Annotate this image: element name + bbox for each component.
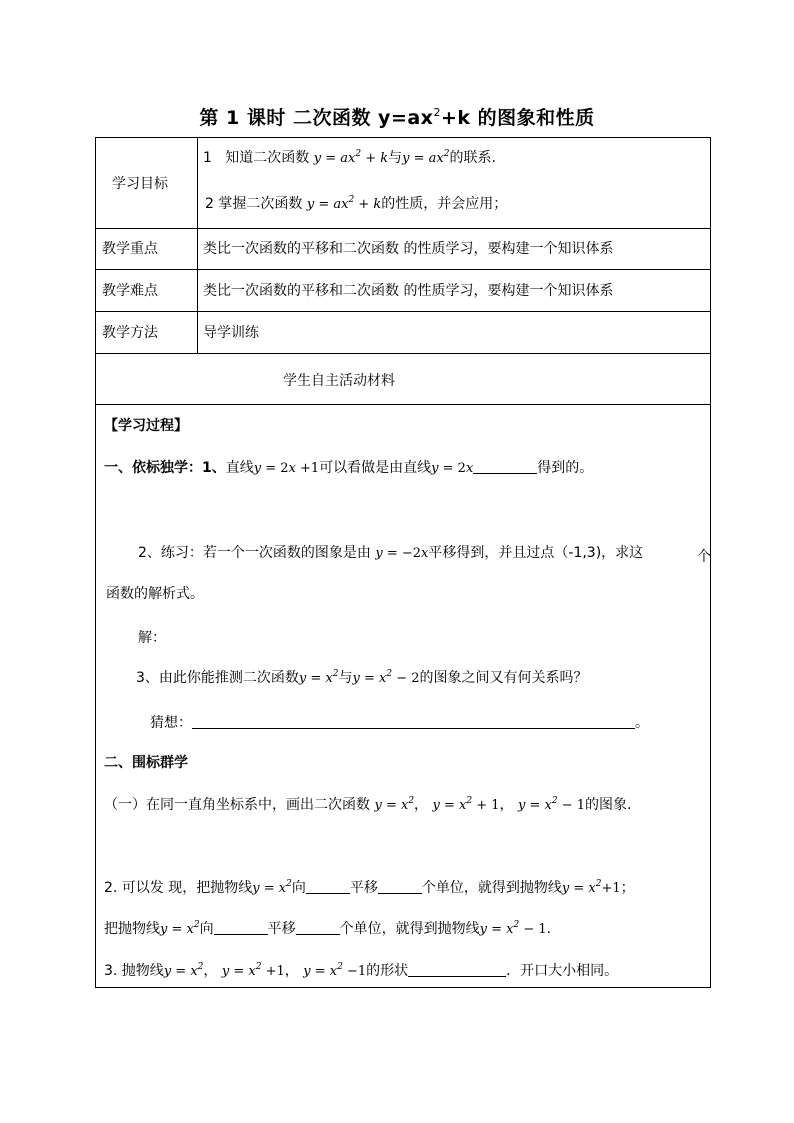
guess-line: 猜想： 。 <box>150 715 649 731</box>
page-title: 第 1 课时 二次函数 $y=ax^2+k$ 的图象和性质 <box>199 106 595 129</box>
key-points-label: 教学重点 <box>102 241 158 257</box>
goals-label: 学习目标 <box>112 176 168 192</box>
section-header: 学生自主活动材料 <box>283 373 395 389</box>
row-divider <box>96 228 710 229</box>
shape-blank[interactable] <box>408 962 506 977</box>
row-divider <box>96 311 710 312</box>
difficulties-label: 教学难点 <box>102 283 158 299</box>
question-1: 一、依标独学：1、直线y = 2x +1可以看做是由直线y = 2x 得到的。 <box>104 460 594 476</box>
goal-item-2: 2 掌握二次函数 $y = ax^2 + k$的性质，并会应用； <box>205 195 508 212</box>
question-3: 3、由此你能推测二次函数$y = x^2$与$y = x^2 - 2$的图象之间又有何关系吗？ <box>136 669 588 686</box>
difficulties-content: 类比一次函数的平移和二次函数 的性质学习，要构建一个知识体系 <box>203 283 614 299</box>
lesson-table <box>95 137 711 988</box>
method-content: 导学训练 <box>203 325 259 341</box>
guess-blank[interactable] <box>192 714 635 729</box>
row-divider <box>96 269 710 270</box>
row-divider <box>96 404 710 405</box>
question-2b-line2: 把抛物线$y = x^2$向 平移 个单位，就得到抛物线$y = x^2 - 1$. <box>104 920 552 937</box>
goal-item-1: 1 知道二次函数 $y = ax^2 + k$与$y = ax^2$的联系. <box>203 149 496 166</box>
process-heading: 【学习过程】 <box>104 418 188 434</box>
part2-heading: 二、围标群学 <box>104 755 188 771</box>
units-blank[interactable] <box>296 920 340 935</box>
direction-blank[interactable] <box>214 920 268 935</box>
units-blank[interactable] <box>378 879 422 894</box>
column-divider <box>197 138 198 353</box>
method-label: 教学方法 <box>102 325 158 341</box>
question-2: 2、练习：若一个一次函数的图象是由 y = −2x平移得到，并且过点（-1,3)，求这 <box>138 545 644 561</box>
key-points-content: 类比一次函数的平移和二次函数 的性质学习，要构建一个知识体系 <box>203 241 614 257</box>
direction-blank[interactable] <box>306 879 350 894</box>
question-3b: 3. 抛物线$y = x^2$， $y = x^2 +1$， $y = x^2 -1$的形状 ．开口大小相同。 <box>104 962 619 979</box>
group-task-1: （一）在同一直角坐标系中，画出二次函数 $y = x^2$， $y = x^2 + 1$， $y = x^2 - 1$的图象. <box>104 796 632 813</box>
answer-blank[interactable] <box>473 459 537 474</box>
solve-label: 解： <box>138 630 166 646</box>
question-2b-line1: 2. 可以发 现，把抛物线$y = x^2$向 平移 个单位，就得到抛物线$y = x^2+1$； <box>104 879 635 896</box>
question-2-cont: 函数的解析式。 <box>106 586 204 602</box>
row-divider <box>96 353 710 354</box>
overflow-char: 个 <box>697 549 711 565</box>
